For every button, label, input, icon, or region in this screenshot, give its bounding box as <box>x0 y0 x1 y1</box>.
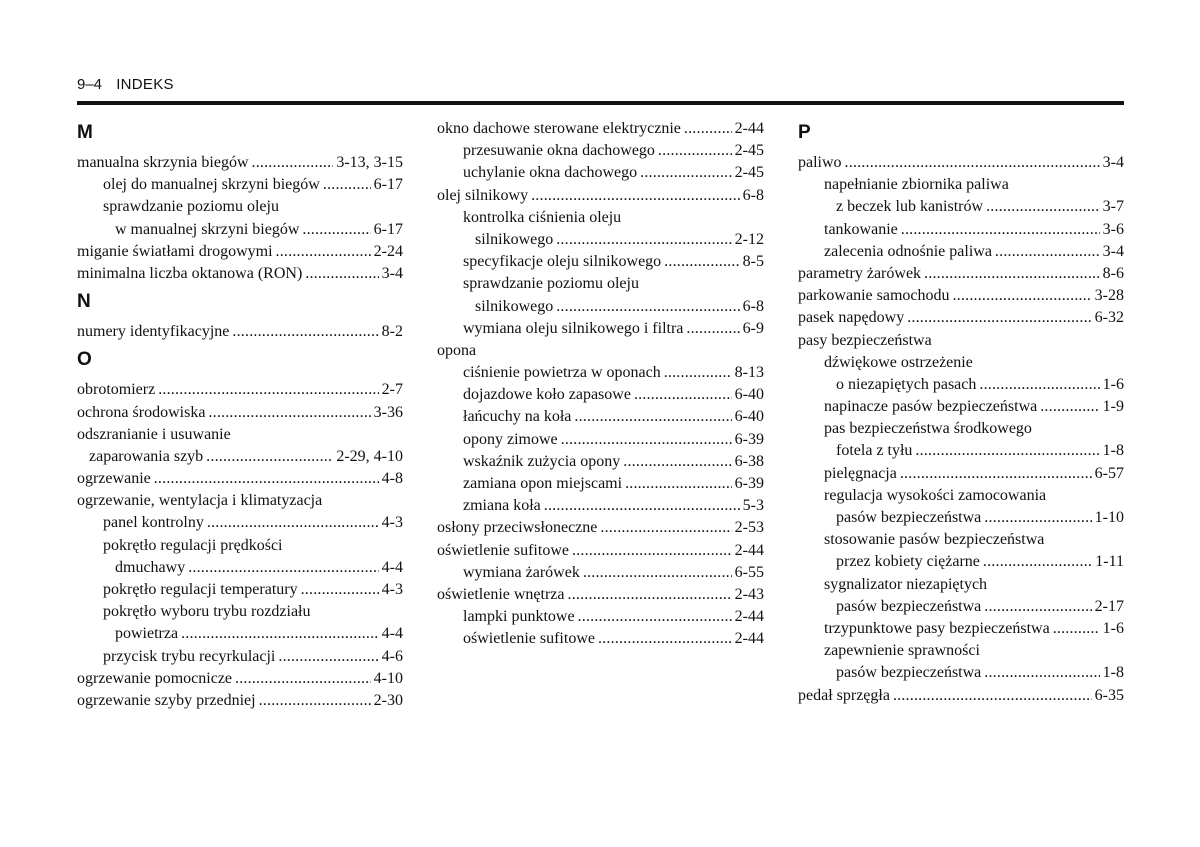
index-entry-page-ref: 2-29, 4-10 <box>336 447 403 465</box>
index-entry-page-ref: 3-7 <box>1102 198 1124 216</box>
dot-leader <box>578 606 732 628</box>
index-entry <box>437 185 764 207</box>
index-entry-term: dmuchawy <box>115 558 186 576</box>
index-entry-term: pielęgnacja <box>824 464 897 482</box>
index-entry <box>437 451 764 473</box>
index-entry-term: olej silnikowy <box>437 186 529 204</box>
index-entry <box>437 429 764 451</box>
index-entry-page-ref: 2-44 <box>734 541 764 559</box>
index-entry-term: opony zimowe <box>463 430 558 448</box>
index-entry-page-ref: 6-38 <box>734 452 764 470</box>
index-entry-page-ref: 6-40 <box>734 408 764 426</box>
index-entry-term: w manualnej skrzyni biegów <box>115 220 300 238</box>
dot-leader <box>181 623 379 645</box>
index-entry-term: parkowanie samochodu <box>798 287 950 305</box>
index-entry-page-ref: 2-44 <box>734 608 764 626</box>
index-entry-term: minimalna liczba oktanowa (RON) <box>77 264 303 282</box>
index-column-3 <box>798 118 1124 707</box>
index-entry <box>798 307 1124 329</box>
index-entry <box>798 174 1124 196</box>
dot-leader <box>664 251 740 273</box>
index-entry <box>77 424 403 446</box>
dot-leader <box>574 406 731 428</box>
index-entry <box>77 623 403 645</box>
dot-leader <box>232 321 378 343</box>
index-entry-term: stosowanie pasów bezpieczeństwa <box>824 531 1045 549</box>
index-entry <box>798 152 1124 174</box>
dot-leader <box>208 402 370 424</box>
index-entry-page-ref: 4-3 <box>381 581 403 598</box>
dot-leader <box>154 468 379 490</box>
index-entry <box>437 251 764 273</box>
index-entry-term: pokrętło regulacji temperatury <box>103 581 298 598</box>
dot-leader <box>302 219 370 241</box>
dot-leader <box>544 495 740 517</box>
index-entry-term: osłony przeciwsłoneczne <box>437 519 598 537</box>
dot-leader <box>845 152 1100 174</box>
section-title: INDEKS <box>116 76 174 93</box>
index-entry <box>798 662 1124 684</box>
index-entry-page-ref: 4-8 <box>381 470 403 488</box>
index-entry <box>77 402 403 424</box>
index-entry <box>77 579 403 601</box>
index-entry-page-ref: 6-57 <box>1094 464 1124 482</box>
index-entry <box>437 207 764 229</box>
dot-leader <box>572 540 732 562</box>
dot-leader <box>924 263 1100 285</box>
index-entry <box>437 495 764 517</box>
index-entry-term: silnikowego <box>475 230 554 248</box>
index-entry <box>798 440 1124 462</box>
dot-leader <box>634 384 732 406</box>
index-entry-page-ref: 2-12 <box>734 230 764 248</box>
index-entry-term: powietrza <box>115 625 179 643</box>
index-entry-term: uchylanie okna dachowego <box>463 164 638 182</box>
dot-leader <box>259 690 371 712</box>
index-entry-term: pasów bezpieczeństwa <box>836 509 982 526</box>
dot-leader <box>1040 396 1099 418</box>
dot-leader <box>686 318 739 340</box>
index-entry <box>798 463 1124 485</box>
index-entry-term: przez kobiety ciężarne <box>836 553 980 571</box>
index-entry-page-ref: 2-30 <box>373 691 403 709</box>
index-entry-page-ref: 3-4 <box>1102 154 1124 171</box>
index-entry-page-ref: 3-6 <box>1102 220 1124 238</box>
index-entry-page-ref: 2-53 <box>734 519 764 537</box>
dot-leader <box>301 579 379 601</box>
index-entry-page-ref: 4-4 <box>381 625 403 643</box>
index-letter-heading: O <box>77 349 92 371</box>
index-entry-term: zamiana opon miejscami <box>463 475 623 492</box>
index-entry-term: silnikowego <box>475 297 554 315</box>
index-entry-term: zmiana koła <box>463 497 541 515</box>
index-entry-term: zaparowania szyb <box>89 447 204 465</box>
index-entry <box>437 562 764 584</box>
index-entry <box>798 352 1124 374</box>
index-entry-term: panel kontrolny <box>103 514 204 532</box>
index-entry-term: ogrzewanie, wentylacja i klimatyzacja <box>77 492 323 510</box>
index-entry <box>798 685 1124 707</box>
index-entry-term: o niezapiętych pasach <box>836 375 977 393</box>
index-entry <box>437 628 764 650</box>
index-letter-heading: M <box>77 122 93 143</box>
index-entry-term: ogrzewanie <box>77 470 151 488</box>
index-entry-page-ref: 2-45 <box>734 164 764 182</box>
index-entry-page-ref: 3-28 <box>1094 287 1124 305</box>
index-entry-term: specyfikacje oleju silnikowego <box>463 253 662 271</box>
index-entry <box>798 507 1124 529</box>
index-entry-page-ref: 6-17 <box>373 176 403 194</box>
index-entry-term: paliwo <box>798 154 842 171</box>
index-entry <box>77 468 403 490</box>
index-entry <box>77 152 403 174</box>
index-entry-page-ref: 3-13, 3-15 <box>336 154 403 171</box>
index-entry <box>437 140 764 162</box>
index-entry <box>437 517 764 539</box>
index-entry-term: przesuwanie okna dachowego <box>463 142 655 160</box>
dot-leader <box>953 285 1092 307</box>
index-entry-term: obrotomierz <box>77 381 156 399</box>
dot-leader <box>1053 618 1100 640</box>
index-entry <box>77 512 403 534</box>
index-letter-heading: P <box>798 122 811 143</box>
index-entry <box>798 263 1124 285</box>
index-entry <box>437 473 764 495</box>
index-entry-page-ref: 1-6 <box>1102 619 1124 637</box>
index-entry <box>798 418 1124 440</box>
index-entry-page-ref: 1-6 <box>1102 375 1124 393</box>
index-entry <box>437 296 764 318</box>
index-entry-page-ref: 2-17 <box>1094 597 1124 615</box>
index-entry-term: opona <box>437 341 477 359</box>
index-entry-term: dźwiękowe ostrzeżenie <box>824 353 973 371</box>
index-entry-term: trzypunktowe pasy bezpieczeństwa <box>824 619 1050 637</box>
index-entry <box>77 535 403 557</box>
index-entry-page-ref: 8-13 <box>734 364 764 382</box>
index-entry <box>437 318 764 340</box>
index-letter-heading: N <box>77 291 91 313</box>
index-entry-page-ref: 6-32 <box>1094 309 1124 327</box>
dot-leader <box>206 446 333 468</box>
dot-leader <box>664 362 732 384</box>
index-entry-term: parametry żarówek <box>798 264 922 282</box>
page-header <box>77 76 1124 93</box>
index-entry-page-ref: 4-6 <box>381 647 403 665</box>
index-entry-page-ref: 3-4 <box>381 264 403 282</box>
dot-leader <box>986 196 1100 218</box>
index-entry <box>798 618 1124 640</box>
index-entry-page-ref: 1-11 <box>1095 553 1124 571</box>
index-entry-page-ref: 8-5 <box>742 253 764 271</box>
index-entry <box>437 606 764 628</box>
index-entry-term: manualna skrzynia biegów <box>77 154 249 171</box>
dot-leader <box>600 517 731 539</box>
index-column-1 <box>77 118 403 712</box>
index-entry-page-ref: 1-8 <box>1102 442 1124 460</box>
header-rule <box>77 101 1124 105</box>
index-entry-page-ref: 2-45 <box>734 142 764 160</box>
index-entry-page-ref: 6-39 <box>734 430 764 448</box>
index-entry-page-ref: 6-8 <box>742 186 764 204</box>
index-entry-page-ref: 2-24 <box>373 242 403 260</box>
index-entry-term: ogrzewanie pomocnicze <box>77 669 233 687</box>
index-entry <box>77 601 403 623</box>
dot-leader <box>556 229 731 251</box>
index-entry-term: wymiana żarówek <box>463 563 580 581</box>
index-entry <box>798 396 1124 418</box>
index-entry-page-ref: 1-8 <box>1102 664 1124 682</box>
index-entry-page-ref: 6-17 <box>373 220 403 238</box>
index-entry-page-ref: 4-10 <box>373 669 403 687</box>
index-entry-term: oświetlenie sufitowe <box>437 541 569 559</box>
index-entry-page-ref: 6-9 <box>742 319 764 337</box>
dot-leader <box>984 596 1091 618</box>
dot-leader <box>207 512 379 534</box>
index-entry <box>437 362 764 384</box>
index-entry <box>437 584 764 606</box>
dot-leader <box>583 562 732 584</box>
index-entry <box>798 551 1124 573</box>
index-entry-page-ref: 8-2 <box>381 323 403 341</box>
dot-leader <box>640 162 732 184</box>
index-entry-page-ref: 3-4 <box>1102 242 1124 260</box>
index-entry-page-ref: 5-3 <box>742 497 764 515</box>
index-entry-term: tankowanie <box>824 220 898 238</box>
index-entry-term: ogrzewanie szyby przedniej <box>77 691 256 709</box>
index-entry <box>437 273 764 295</box>
index-entry-term: sprawdzanie poziomu oleju <box>103 198 279 216</box>
dot-leader <box>305 263 378 285</box>
dot-leader <box>900 463 1092 485</box>
dot-leader <box>983 551 1092 573</box>
index-entry-term: oświetlenie sufitowe <box>463 630 595 648</box>
index-entry-term: oświetlenie wnętrza <box>437 585 565 603</box>
index-entry-page-ref: 8-6 <box>1102 264 1124 282</box>
index-entry <box>77 196 403 218</box>
index-entry <box>437 406 764 428</box>
index-entry-term: ciśnienie powietrza w oponach <box>463 364 661 382</box>
dot-leader <box>235 668 371 690</box>
index-entry-term: zalecenia odnośnie paliwa <box>824 242 992 260</box>
index-entry <box>437 162 764 184</box>
index-entry-term: pasów bezpieczeństwa <box>836 597 982 615</box>
index-entry <box>77 668 403 690</box>
index-entry <box>77 241 403 263</box>
dot-leader <box>658 140 732 162</box>
index-entry-term: miganie światłami drogowymi <box>77 242 273 260</box>
index-entry-term: pasów bezpieczeństwa <box>836 664 982 682</box>
index-entry <box>798 596 1124 618</box>
index-entry-term: sygnalizator niezapiętych <box>824 575 988 593</box>
index-entry-term: okno dachowe sterowane elektrycznie <box>437 120 681 137</box>
dot-leader <box>893 685 1092 707</box>
index-entry <box>437 229 764 251</box>
index-entry <box>798 330 1124 352</box>
dot-leader <box>561 429 732 451</box>
index-entry-term: kontrolka ciśnienia oleju <box>463 208 622 226</box>
index-entry-term: łańcuchy na koła <box>463 408 572 426</box>
index-entry-term: z beczek lub kanistrów <box>836 198 984 216</box>
index-entry-term: lampki punktowe <box>463 608 575 626</box>
index-entry <box>77 174 403 196</box>
index-entry <box>437 540 764 562</box>
dot-leader <box>323 174 371 196</box>
dot-leader <box>158 379 378 401</box>
index-entry-term: numery identyfikacyjne <box>77 323 230 341</box>
index-entry-term: pas bezpieczeństwa środkowego <box>824 420 1032 438</box>
index-entry-term: przycisk trybu recyrkulacji <box>103 647 276 665</box>
index-entry <box>77 321 403 343</box>
index-entry <box>798 640 1124 662</box>
index-entry-term: napinacze pasów bezpieczeństwa <box>824 398 1038 416</box>
index-entry <box>77 446 403 468</box>
dot-leader <box>915 440 1099 462</box>
index-entry-page-ref: 2-7 <box>381 381 403 399</box>
dot-leader <box>568 584 732 606</box>
index-entry-page-ref: 2-44 <box>734 630 764 648</box>
dot-leader <box>907 307 1091 329</box>
index-entry-page-ref: 6-8 <box>742 297 764 315</box>
index-entry-term: wymiana oleju silnikowego i filtra <box>463 319 684 337</box>
index-column-2 <box>437 118 764 651</box>
index-entry <box>77 263 403 285</box>
dot-leader <box>623 451 731 473</box>
dot-leader <box>984 662 1099 684</box>
index-entry-term: fotela z tyłu <box>836 442 913 460</box>
index-entry-term: napełnianie zbiornika paliwa <box>824 176 1009 194</box>
index-entry-term: pokrętło wyboru trybu rozdziału <box>103 603 311 621</box>
dot-leader <box>278 646 378 668</box>
index-entry-term: regulacja wysokości zamocowania <box>824 486 1047 504</box>
index-entry-page-ref: 6-40 <box>734 386 764 404</box>
dot-leader <box>995 241 1100 263</box>
index-entry-term: olej do manualnej skrzyni biegów <box>103 176 320 194</box>
index-entry-term: odszranianie i usuwanie <box>77 425 231 443</box>
index-entry-page-ref: 1-9 <box>1102 398 1124 416</box>
dot-leader <box>531 185 740 207</box>
index-entry-page-ref: 3-36 <box>373 403 403 421</box>
index-entry-term: dojazdowe koło zapasowe <box>463 386 631 404</box>
page-number: 9–4 <box>77 76 103 93</box>
index-entry-page-ref: 6-55 <box>734 563 764 581</box>
index-entry <box>798 285 1124 307</box>
dot-leader <box>188 557 378 579</box>
index-entry <box>798 574 1124 596</box>
index-entry <box>798 529 1124 551</box>
index-entry <box>798 374 1124 396</box>
index-entry <box>77 646 403 668</box>
index-entry <box>437 340 764 362</box>
index-entry-page-ref: 1-10 <box>1094 509 1124 526</box>
dot-leader <box>252 152 334 174</box>
index-entry <box>77 379 403 401</box>
index-entry <box>77 219 403 241</box>
index-entry-page-ref: 4-3 <box>381 514 403 532</box>
index-entry <box>77 690 403 712</box>
index-entry-term: ochrona środowiska <box>77 403 206 421</box>
index-entry <box>798 485 1124 507</box>
index-entry <box>798 219 1124 241</box>
index-entry-term: sprawdzanie poziomu oleju <box>463 275 639 293</box>
index-entry <box>77 557 403 579</box>
index-entry-term: wskaźnik zużycia opony <box>463 452 621 470</box>
index-entry <box>798 241 1124 263</box>
index-entry-term: pokrętło regulacji prędkości <box>103 536 283 554</box>
index-entry <box>798 196 1124 218</box>
index-entry-term: zapewnienie sprawności <box>824 642 980 660</box>
index-entry-term: pasek napędowy <box>798 309 905 327</box>
index-entry-page-ref: 6-35 <box>1094 686 1124 704</box>
index-entry-page-ref: 2-44 <box>734 120 764 137</box>
index-entry <box>437 118 764 140</box>
index-entry-page-ref: 4-4 <box>381 558 403 576</box>
dot-leader <box>598 628 732 650</box>
dot-leader <box>556 296 739 318</box>
index-entry <box>77 490 403 512</box>
dot-leader <box>901 219 1100 241</box>
index-entry-term: pasy bezpieczeństwa <box>798 331 932 349</box>
dot-leader <box>276 241 371 263</box>
index-entry-page-ref: 6-39 <box>734 475 764 492</box>
dot-leader <box>979 374 1099 396</box>
index-entry <box>437 384 764 406</box>
index-entry-page-ref: 2-43 <box>734 585 764 603</box>
index-entry-term: pedał sprzęgła <box>798 686 890 704</box>
dot-leader <box>984 507 1091 529</box>
dot-leader <box>684 118 732 140</box>
dot-leader <box>625 473 732 495</box>
